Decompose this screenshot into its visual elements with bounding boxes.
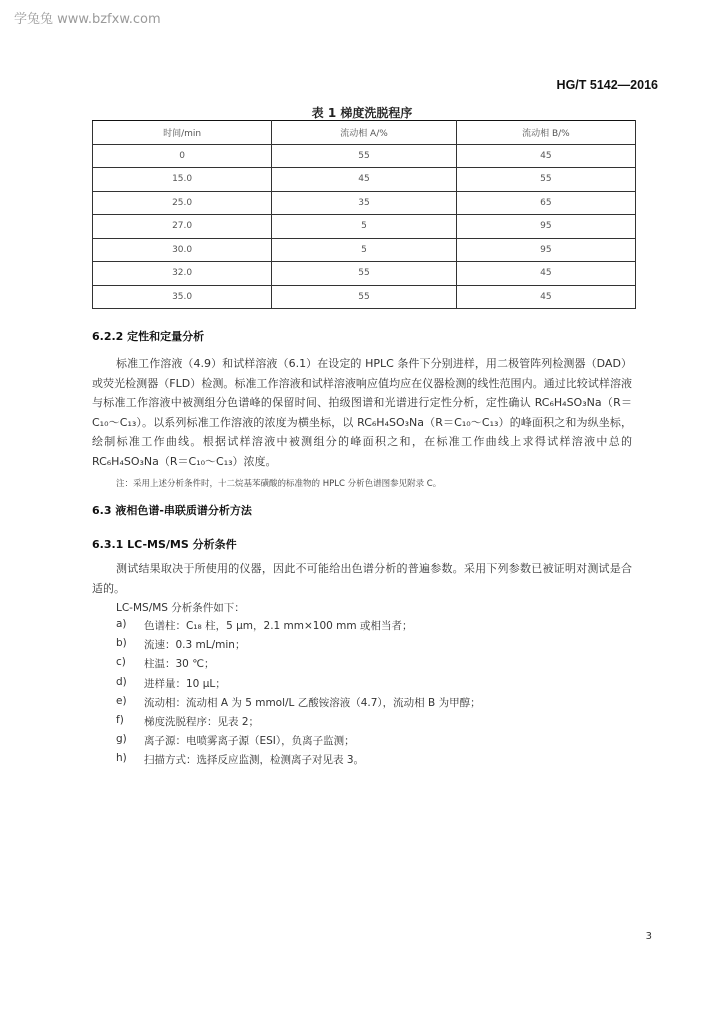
header-phase-a: 流动相 A/% — [272, 121, 457, 145]
table-row — [93, 285, 636, 309]
list-item — [116, 733, 616, 752]
gradient-table — [92, 120, 636, 309]
list-item — [116, 656, 616, 675]
table-cell: 95 — [456, 215, 635, 239]
table-cell: 55 — [272, 285, 457, 309]
table-cell: 65 — [456, 191, 635, 215]
list-item — [116, 752, 616, 771]
list-item — [116, 676, 616, 695]
table-caption: 表 1 梯度洗脱程序 — [311, 106, 413, 120]
table-cell: 35.0 — [93, 285, 272, 309]
table-row — [93, 168, 636, 192]
list-item-text: 色谱柱：C₁₈ 柱，5 μm，2.1 mm×100 mm 或相当者； — [144, 620, 413, 632]
conditions-list — [116, 618, 616, 772]
table-cell: 45 — [456, 262, 635, 286]
table-cell: 55 — [456, 168, 635, 192]
header-phase-b: 流动相 B/% — [456, 121, 635, 145]
section-heading-6-3: 6.3 液相色谱-串联质谱分析方法 — [92, 504, 252, 517]
header-time: 时间/min — [93, 121, 272, 145]
list-item-label: e) — [116, 694, 127, 707]
list-item-label: f) — [116, 713, 124, 726]
section-body-6-3-1 — [92, 559, 632, 598]
watermark-text: 学兔兔 www.bzfxw.com — [14, 12, 161, 27]
list-item-label: b) — [116, 637, 127, 650]
section-body-6-2-2 — [92, 354, 632, 471]
table-cell: 45 — [456, 285, 635, 309]
table-cell: 25.0 — [93, 191, 272, 215]
table-cell: 15.0 — [93, 168, 272, 192]
table-cell: 27.0 — [93, 215, 272, 239]
list-item-label: d) — [116, 675, 127, 688]
list-item — [116, 695, 616, 714]
table-cell: 32.0 — [93, 262, 272, 286]
table-cell: 0 — [93, 144, 272, 168]
list-item-text: 柱温：30 ℃； — [144, 658, 215, 671]
table-cell: 55 — [272, 262, 457, 286]
paragraph: 标准工作溶液（4.9）和试样溶液（6.1）在设定的 HPLC 条件下分别进样，用二极管阵列检测器（DAD）或荧光检测器（FLD）检测。标准工作溶液和试样溶液响应值均应在仪器检测的线性范围内。通过比较试样溶液与标准工作溶液中被测组分色谱峰的保留时间、拍级图谱和光谱进行定性分析，定性确认 RC₆H₄SO₃Na（R＝C₁₀～C₁₃）。以系列标准工作溶液的浓度为横坐标，以 RC₆H₄SO₃Na（R＝C₁₀～C₁₃）的峰面积之和为纵坐标，绘制标准工作曲线。根据试样溶液中被测组分的峰面积之和，在标准工作曲线上求得试样溶液中总的 RC₆H₄SO₃Na（R＝C₁₀～C₁₃）浓度。 — [92, 357, 632, 468]
page-number: 3 — [645, 931, 652, 942]
list-item-text: 流动相：流动相 A 为 5 mmol/L 乙酸铵溶液（4.7），流动相 B 为甲醇； — [144, 696, 481, 709]
list-item-text: 进样量：10 μL； — [144, 677, 226, 690]
list-item-text: 流速：0.3 mL/min； — [144, 639, 246, 652]
list-item-label: g) — [116, 733, 127, 746]
list-item-text: 离子源：电喷雾离子源（ESI），负离子监测； — [144, 735, 355, 748]
list-item-text: 扫描方式：选择反应监测，检测离子对见表 3。 — [144, 754, 365, 767]
table-cell: 55 — [272, 144, 457, 168]
table-row — [93, 238, 636, 262]
list-item — [116, 637, 616, 656]
table-cell: 45 — [456, 144, 635, 168]
table-cell: 5 — [272, 238, 457, 262]
section-heading-6-3-1: 6.3.1 LC-MS/MS 分析条件 — [92, 538, 237, 551]
table-row — [93, 144, 636, 168]
table-cell: 5 — [272, 215, 457, 239]
table-cell: 30.0 — [93, 238, 272, 262]
table-cell: 35 — [272, 191, 457, 215]
document-code: HG/T 5142—2016 — [556, 78, 658, 92]
list-item-label: c) — [116, 656, 126, 669]
list-item-label: a) — [116, 618, 127, 630]
list-item — [116, 714, 616, 733]
table-header-row — [93, 121, 636, 145]
table-row — [93, 262, 636, 286]
conditions-intro: LC-MS/MS 分析条件如下： — [116, 602, 245, 614]
table-cell: 45 — [272, 168, 457, 192]
paragraph: 测试结果取决于所使用的仪器，因此不可能给出色谱分析的普遍参数。采用下列参数已被证明对测试是合适的。 — [92, 562, 632, 595]
table-row — [93, 215, 636, 239]
section-heading-6-2-2: 6.2.2 定性和定量分析 — [92, 330, 205, 343]
list-item — [116, 618, 616, 637]
table-cell: 95 — [456, 238, 635, 262]
note-text: 注：采用上述分析条件时，十二烷基苯磺酸的标准物的 HPLC 分析色谱图参见附录 C。 — [116, 479, 442, 489]
list-item-label: h) — [116, 752, 127, 765]
list-item-text: 梯度洗脱程序：见表 2； — [144, 715, 260, 728]
table-row — [93, 191, 636, 215]
